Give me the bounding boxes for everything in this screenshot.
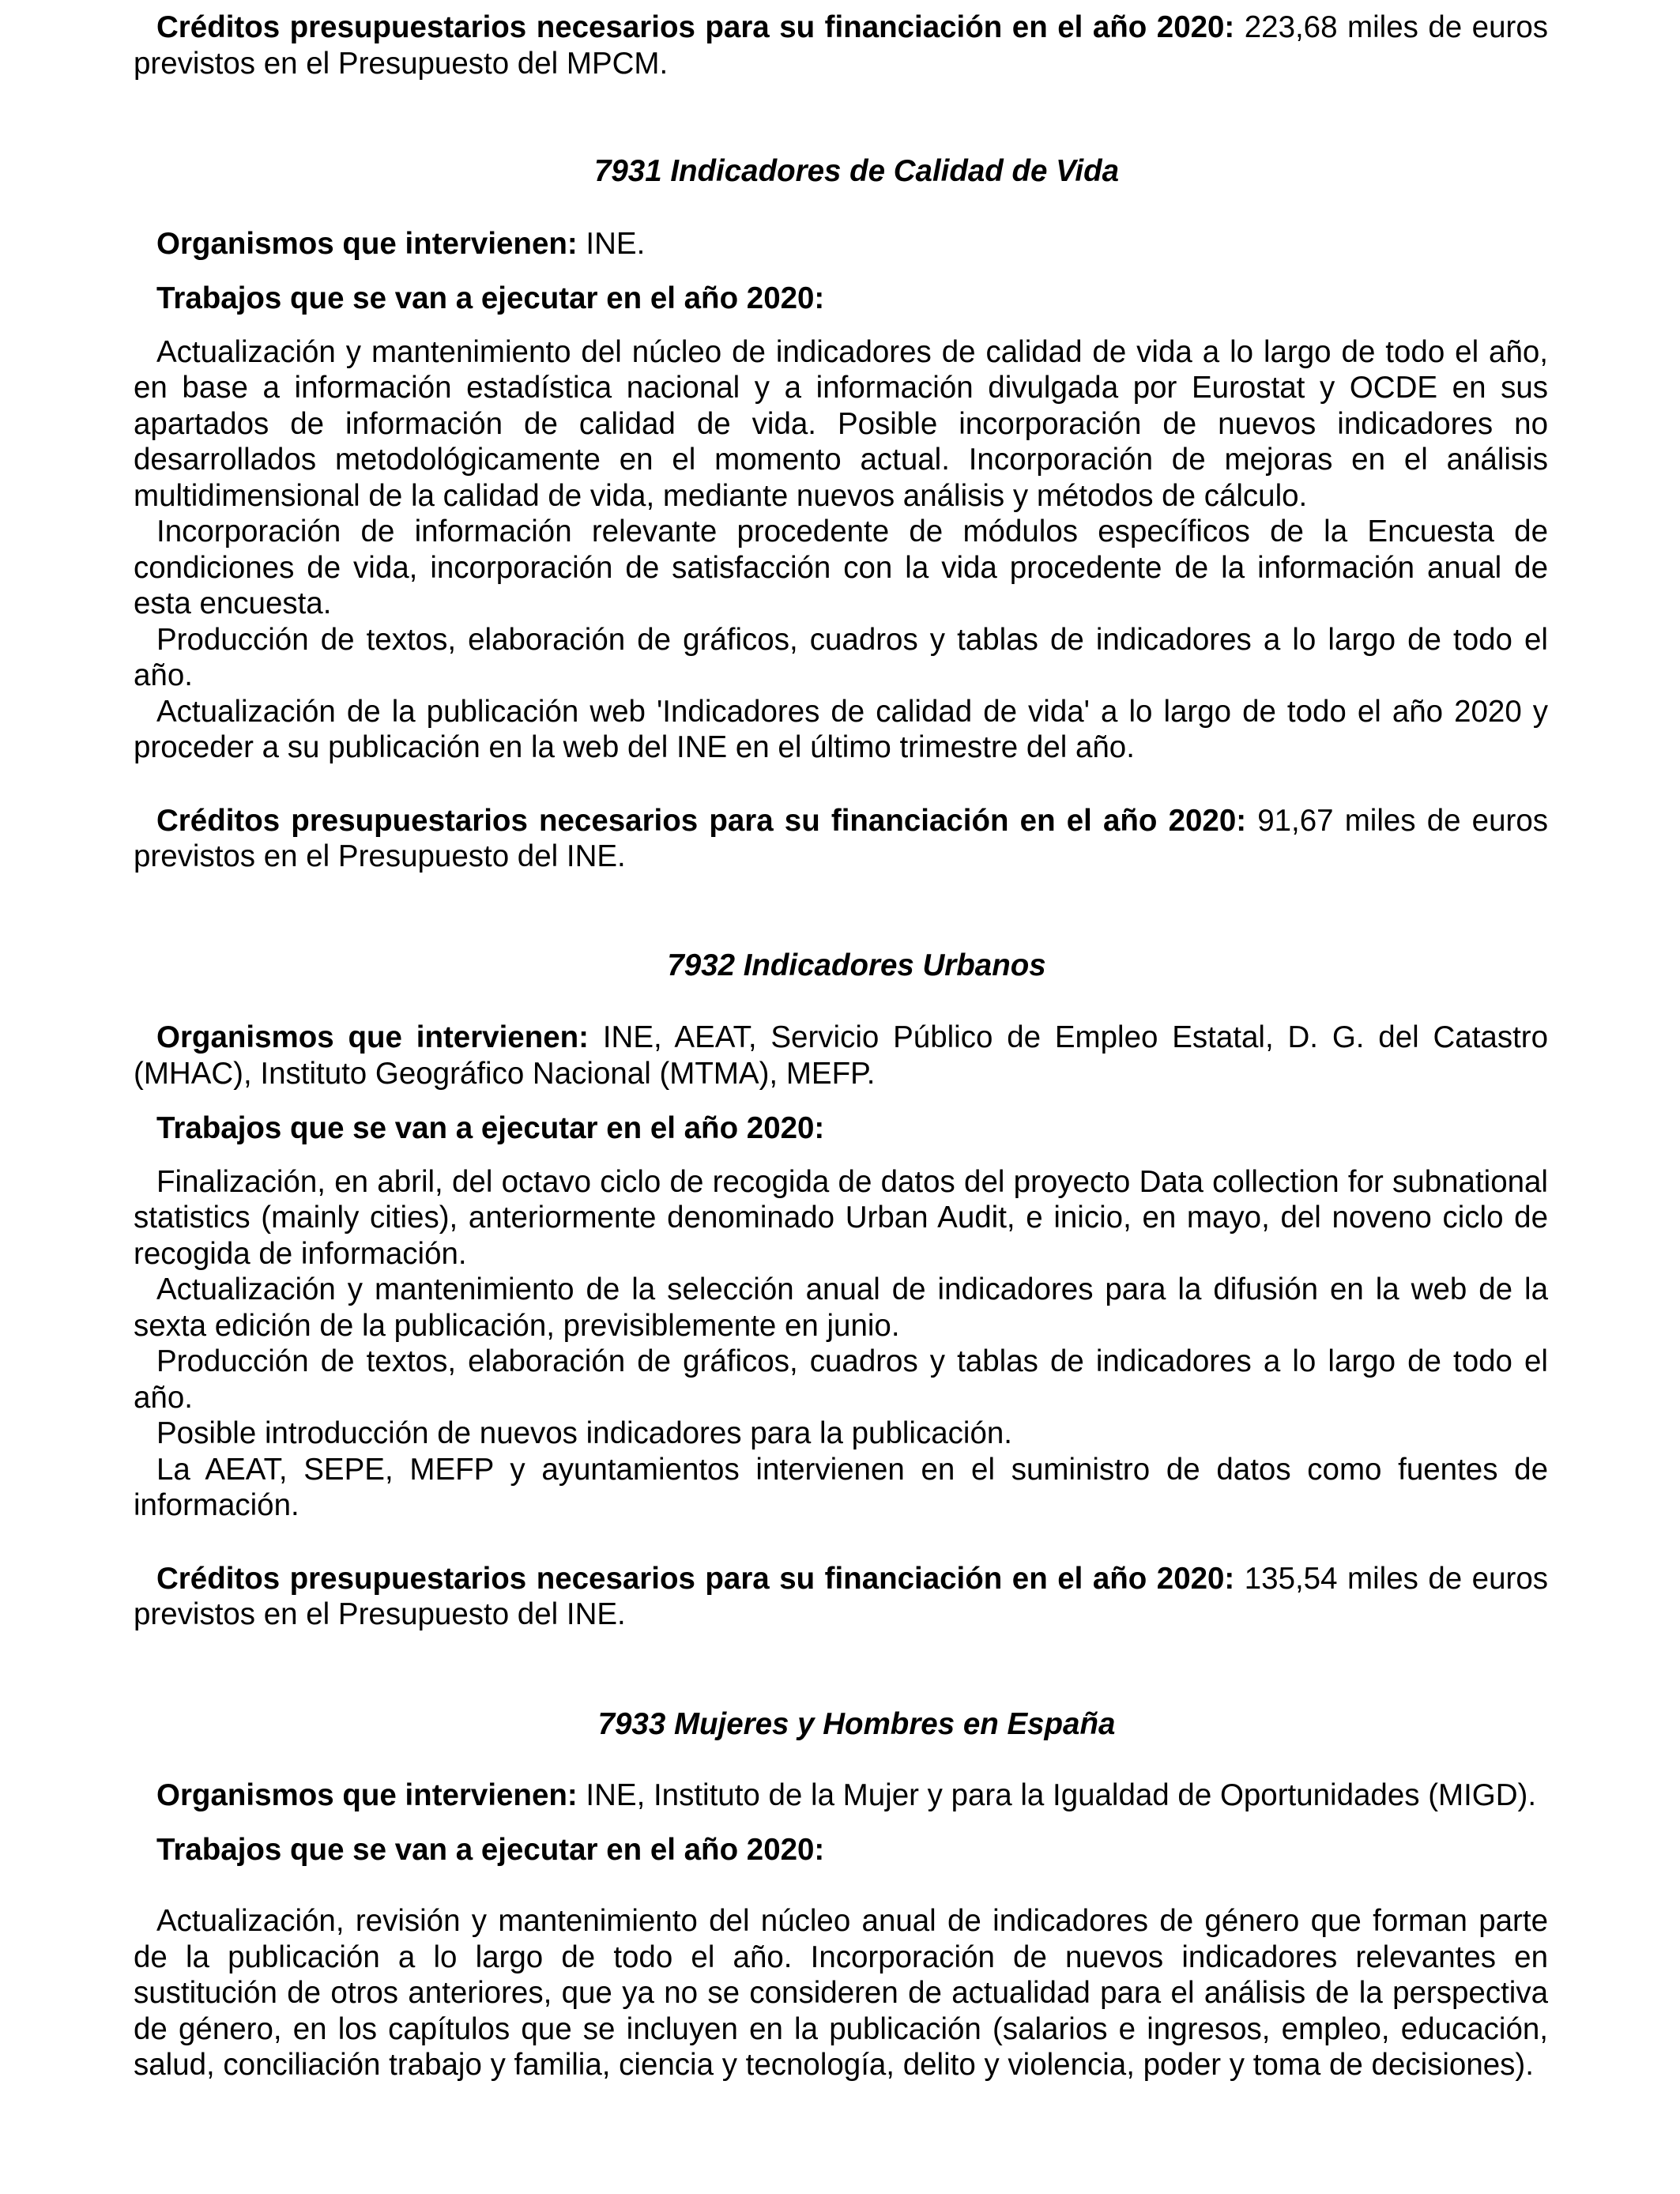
work-paragraph: Actualización, revisión y mantenimiento del núcleo anual de indicadores de género que forman parte de la publicación a lo largo de todo el año. Incorporación de nuevos indicadores relevantes en sustitución de otros anteriores, que ya no se consideren de actualidad para el análisis de la perspectiva de género, en los capítulos que se incluyen en la publicación (salarios e ingresos, empleo, educación, salud, conciliación trabajo y familia, ciencia y tecnología, delito y violencia, poder y toma de decisiones).: [134, 1904, 1548, 2082]
work-label-7931: Trabajos que se van a ejecutar en el año 2020:: [156, 281, 825, 315]
credit-label: Créditos presupuestarios necesarios para su financiación en el año 2020:: [156, 10, 1235, 44]
organisms-value: INE.: [577, 226, 646, 261]
work-paragraph: Producción de textos, elaboración de gráficos, cuadros y tablas de indicadores a lo largo de todo el año.: [134, 1344, 1548, 1415]
section-heading-7933: [134, 1706, 1548, 1743]
work-paragraph: Actualización de la publicación web 'Indicadores de calidad de vida' a lo largo de todo el año 2020 y proceder a su publicación en la web del INE en el último trimestre del año.: [134, 694, 1548, 764]
work-paragraph: Finalización, en abril, del octavo ciclo de recogida de datos del proyecto Data collection for subnational statistics (mainly cities), anteriormente denominado Urban Audit, e inicio, en mayo, del noveno ciclo de recogida de información.: [134, 1164, 1548, 1271]
work-paragraph: La AEAT, SEPE, MEFP y ayuntamientos intervienen en el suministro de datos como fuentes de información.: [134, 1452, 1548, 1522]
organisms-paragraph-7933: [134, 1777, 1548, 1814]
work-label-7932: Trabajos que se van a ejecutar en el año 2020:: [156, 1111, 825, 1145]
credit-value: 135,54 miles de euros previstos en el Presupuesto del INE.: [134, 1561, 1548, 1631]
organisms-paragraph-7931: [134, 226, 1548, 262]
work-paragraph: Posible introducción de nuevos indicadores para la publicación.: [156, 1416, 1012, 1450]
credit-value: 223,68 miles de euros previstos en el Presupuesto del MPCM.: [134, 10, 1548, 81]
section-heading-7932: [134, 948, 1548, 984]
credit-paragraph-7932: [134, 1561, 1548, 1633]
organisms-label: Organismos que intervienen:: [156, 1020, 589, 1054]
section-heading-text: 7932 Indicadores Urbanos: [667, 948, 1046, 982]
work-paragraph: Actualización y mantenimiento del núcleo de indicadores de calidad de vida a lo largo de todo el año, en base a información estadística nacional y a información divulgada por Eurostat y OCDE en sus apartados de información de calidad de vida. Posible incorporación de nuevos indicadores no desarrollados metodológicamente en el momento actual. Incorporación de mejoras en el análisis multidimensional de la calidad de vida, mediante nuevos análisis y métodos de cálculo.: [134, 334, 1548, 513]
credit-paragraph-7931: [134, 803, 1548, 875]
section-heading-7931: [134, 153, 1548, 190]
organisms-value: INE, Instituto de la Mujer y para la Igualdad de Oportunidades (MIGD).: [577, 1778, 1537, 1812]
work-paragraph: Producción de textos, elaboración de gráficos, cuadros y tablas de indicadores a lo largo de todo el año.: [134, 622, 1548, 692]
credit-paragraph-mpcm: [134, 9, 1548, 81]
credit-value: 91,67 miles de euros previstos en el Presupuesto del INE.: [134, 803, 1548, 873]
work-label-7933: Trabajos que se van a ejecutar en el año 2020:: [156, 1832, 825, 1867]
work-paragraph: Actualización y mantenimiento de la selección anual de indicadores para la difusión en la web de la sexta edición de la publicación, previsiblemente en junio.: [134, 1272, 1548, 1343]
credit-label: Créditos presupuestarios necesarios para su financiación en el año 2020:: [156, 1561, 1235, 1596]
organisms-value: INE, AEAT, Servicio Público de Empleo Estatal, D. G. del Catastro (MHAC), Instituto Geográfico Nacional (MTMA), MEFP.: [134, 1020, 1549, 1091]
organisms-label: Organismos que intervienen:: [156, 226, 578, 261]
section-heading-text: 7931 Indicadores de Calidad de Vida: [593, 154, 1119, 188]
organisms-paragraph-7932: [134, 1020, 1548, 1091]
credit-label: Créditos presupuestarios necesarios para su financiación en el año 2020:: [156, 803, 1247, 838]
organisms-label: Organismos que intervienen:: [156, 1778, 578, 1812]
work-paragraph: Incorporación de información relevante procedente de módulos específicos de la Encuesta de condiciones de vida, incorporación de satisfacción con la vida procedente de la información anual de esta encuesta.: [134, 515, 1548, 620]
section-heading-text: 7933 Mujeres y Hombres en España: [597, 1706, 1116, 1741]
document-page: [134, 0, 1548, 2083]
